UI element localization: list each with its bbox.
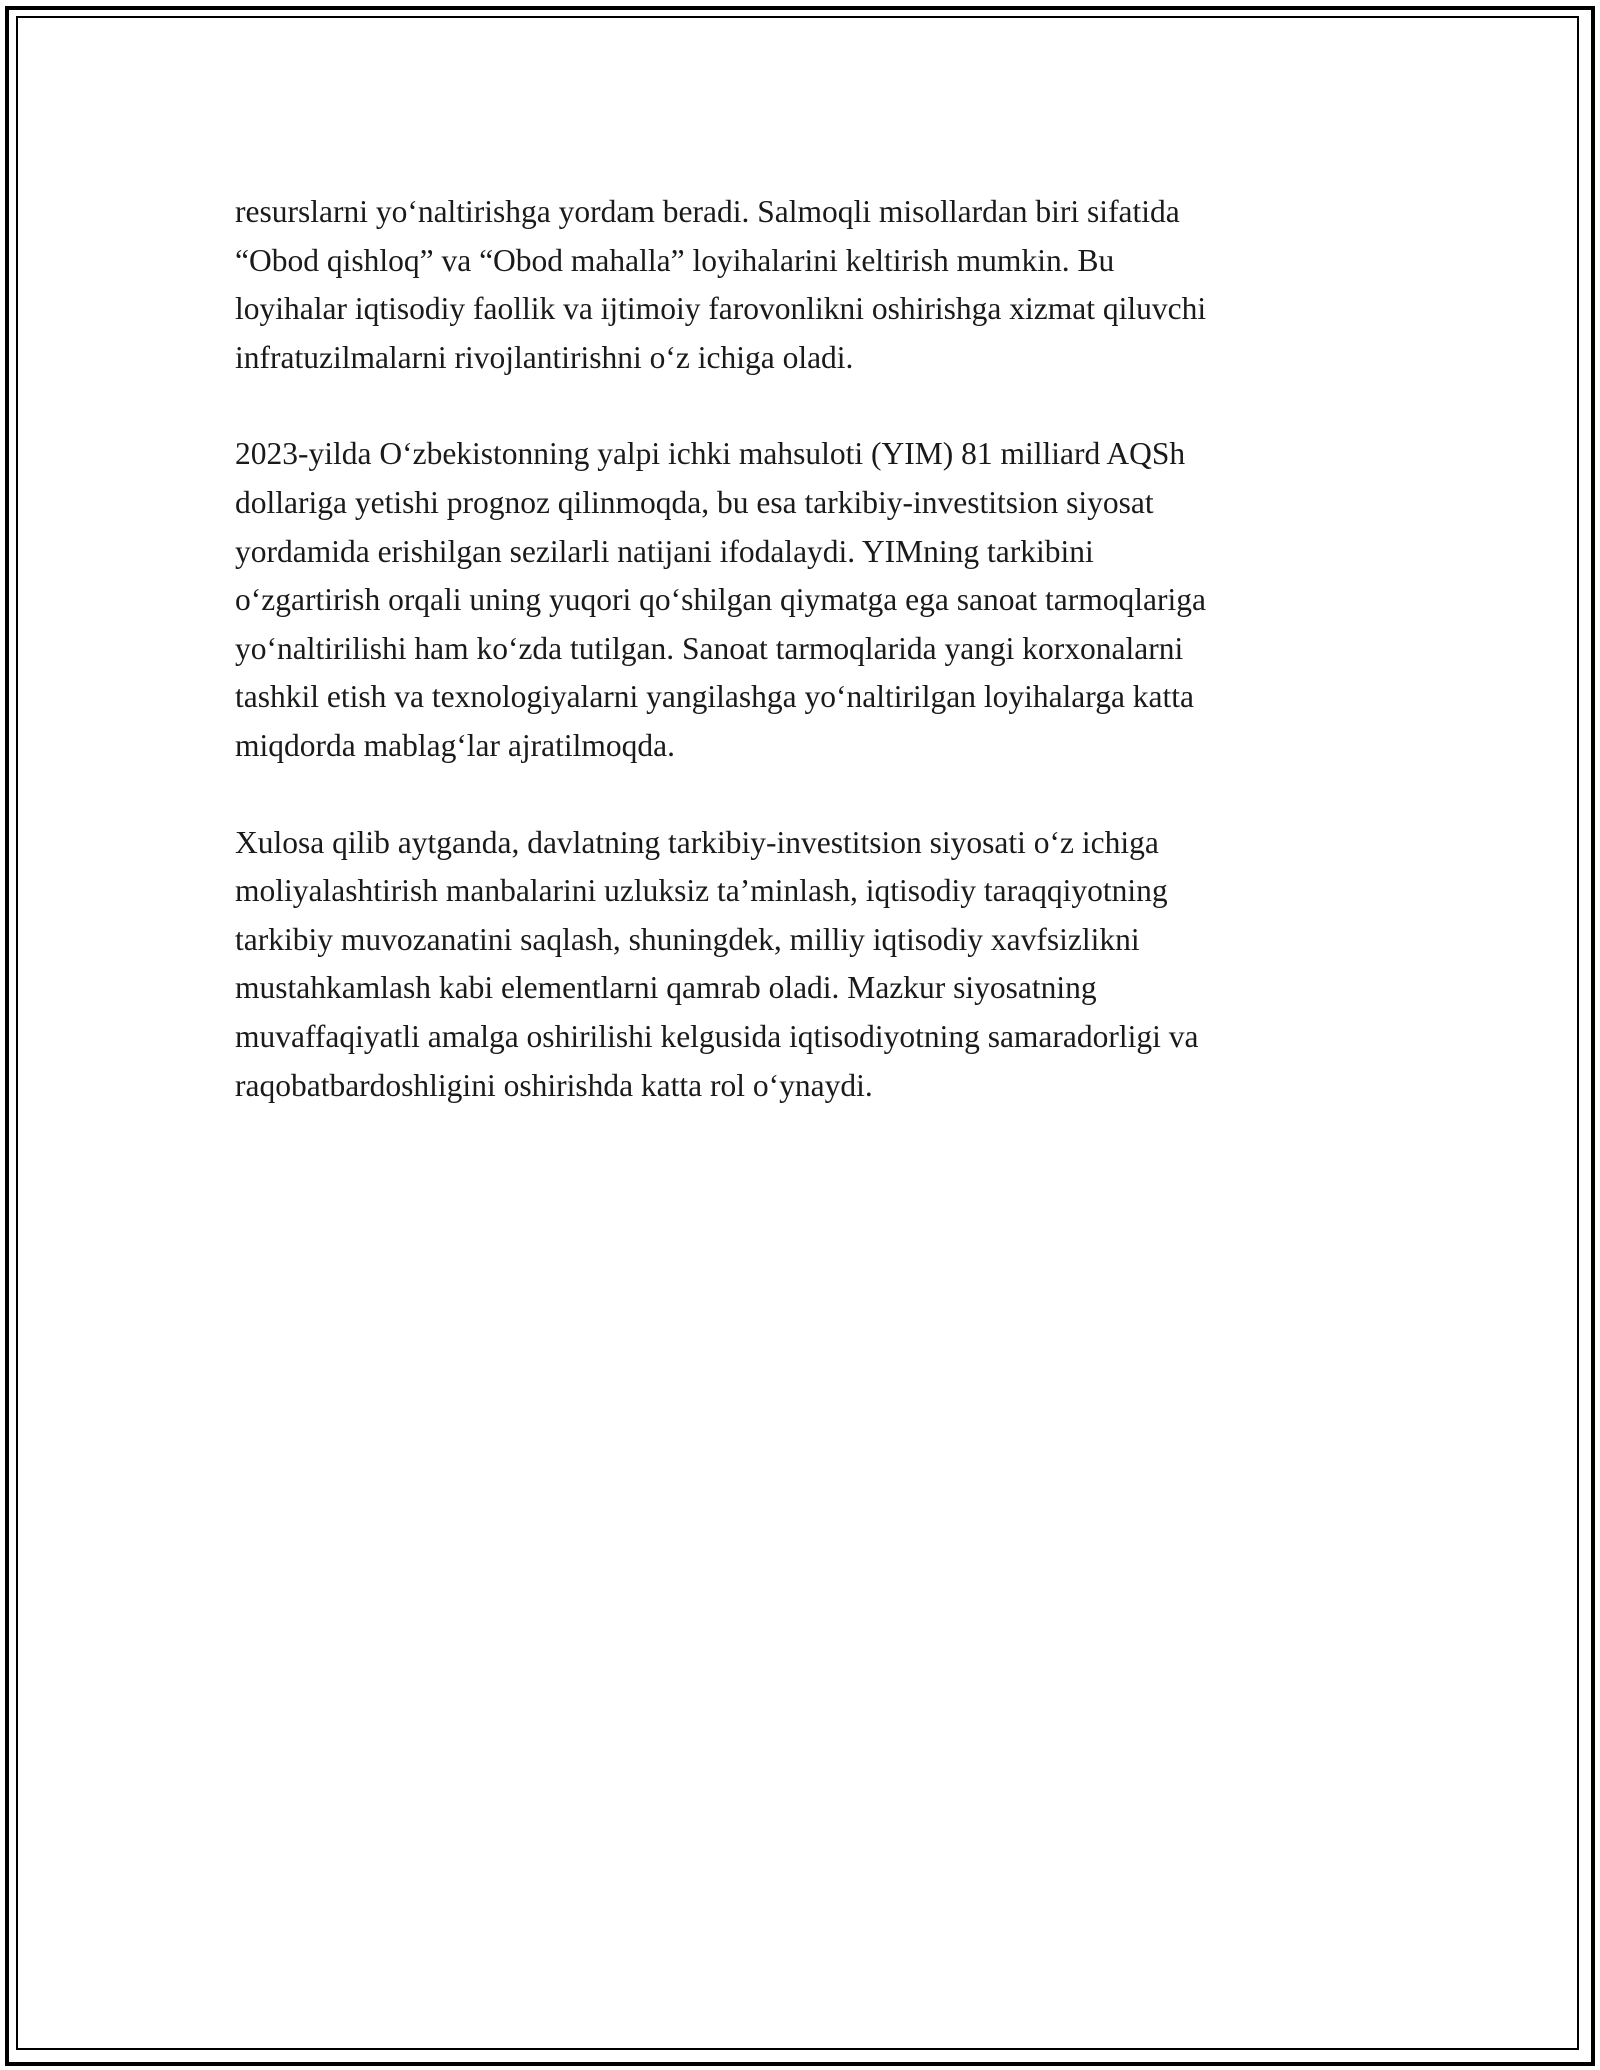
text-line: yordamida erishilgan sezilarli natijani ifodalaydi. YIMning tarkibini	[235, 533, 1094, 569]
text-line: infratuzilmalarni rivojlantirishni o‘z ichiga oladi.	[235, 339, 854, 375]
text-line: tarkibiy muvozanatini saqlash, shuningdek, milliy iqtisodiy xavfsizlikni	[235, 921, 1140, 957]
document-body	[235, 188, 1375, 1158]
paragraph-1	[235, 188, 1375, 382]
text-line: o‘zgartirish orqali uning yuqori qo‘shilgan qiymatga ega sanoat tarmoqlariga	[235, 582, 1206, 618]
text-line: mustahkamlash kabi elementlarni qamrab oladi. Mazkur siyosatning	[235, 970, 1097, 1006]
text-line: miqdorda mablag‘lar ajratilmoqda.	[235, 727, 675, 763]
text-line: raqobatbardoshligini oshirishda katta rol o‘ynaydi.	[235, 1067, 873, 1103]
text-line: dollariga yetishi prognoz qilinmoqda, bu esa tarkibiy-investitsion siyosat	[235, 484, 1154, 520]
text-line: Xulosa qilib aytganda, davlatning tarkibiy-investitsion siyosati o‘z ichiga	[235, 824, 1159, 860]
text-line: yo‘naltirilishi ham ko‘zda tutilgan. Sanoat tarmoqlarida yangi korxonalarni	[235, 630, 1184, 666]
text-line: loyihalar iqtisodiy faollik va ijtimoiy farovonlikni oshirishga xizmat qiluvchi	[235, 291, 1207, 327]
text-line: resurslarni yo‘naltirishga yordam beradi. Salmoqli misollardan biri sifatida	[235, 194, 1180, 229]
text-line: moliyalashtirish manbalarini uzluksiz ta’minlash, iqtisodiy taraqqiyotning	[235, 873, 1168, 909]
text-line: muvaffaqiyatli amalga oshirilishi kelgusida iqtisodiyotning samaradorligi va	[235, 1018, 1199, 1054]
text-line: tashkil etish va texnologiyalarni yangilashga yo‘naltirilgan loyihalarga katta	[235, 679, 1195, 715]
paragraph-2	[235, 430, 1375, 770]
text-line: “Obod qishloq” va “Obod mahalla” loyihalarini keltirish mumkin. Bu	[235, 242, 1115, 278]
text-line: 2023-yilda O‘zbekistonning yalpi ichki mahsuloti (YIM) 81 milliard AQSh	[235, 436, 1186, 472]
paragraph-3	[235, 819, 1375, 1111]
